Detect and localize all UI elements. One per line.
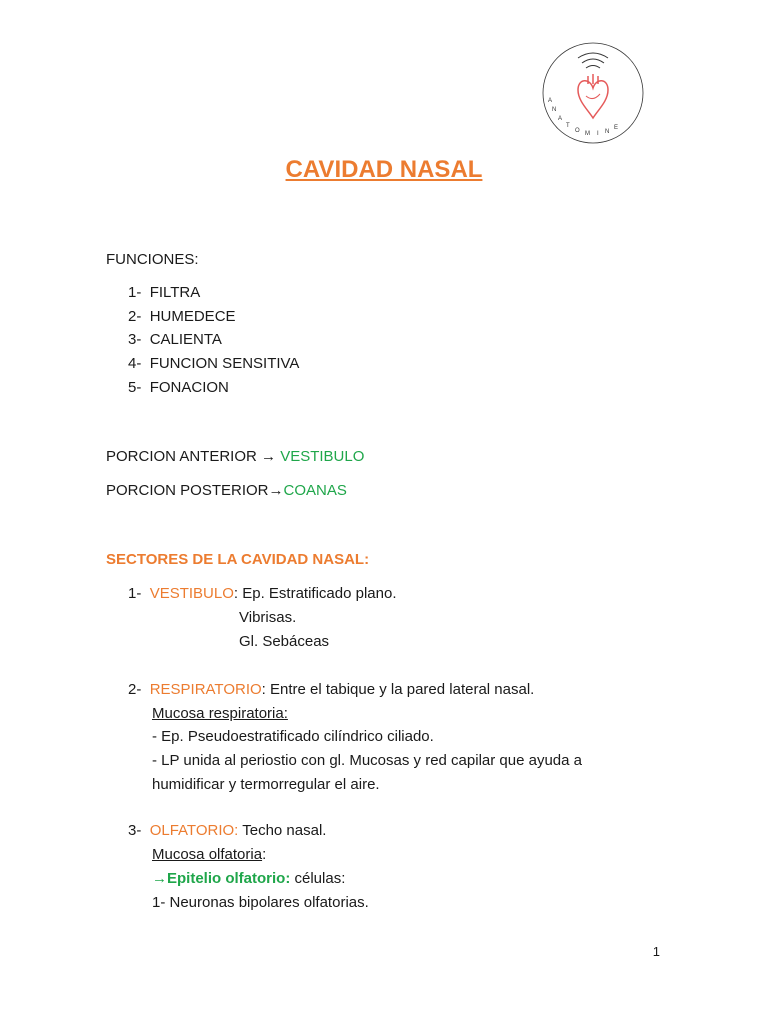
svg-text:N: N xyxy=(552,107,557,113)
svg-text:N: N xyxy=(605,129,610,135)
svg-text:M: M xyxy=(585,131,590,137)
svg-text:T: T xyxy=(566,123,570,129)
list-number: 1- xyxy=(128,284,142,301)
svg-text:A: A xyxy=(548,98,553,104)
list-item xyxy=(128,354,299,374)
list-text: FUNCION SENSITIVA xyxy=(149,355,300,372)
porcion-posterior-label: PORCION POSTERIOR xyxy=(106,482,269,499)
mucosa-respiratoria-heading: Mucosa respiratoria: xyxy=(152,705,288,722)
svg-text:I: I xyxy=(597,131,599,137)
respiratoria-line: - Ep. Pseudoestratificado cilíndrico ciliado. xyxy=(152,728,434,745)
sector-name: RESPIRATORIO xyxy=(149,681,262,698)
heart-logo-icon xyxy=(540,38,646,148)
list-item xyxy=(128,307,236,327)
porcion-posterior xyxy=(106,481,347,501)
porcion-posterior-value: COANAS xyxy=(283,482,347,499)
olfatoria-line: 1- Neuronas bipolares olfatorias. xyxy=(152,894,369,911)
page-number: 1 xyxy=(652,944,660,959)
epitelio-olfatorio xyxy=(152,869,345,889)
sector-desc: Techo nasal. xyxy=(238,822,327,839)
page-title: CAVIDAD NASAL xyxy=(285,156,483,183)
sector-olfatorio xyxy=(128,821,326,841)
list-text: FONACION xyxy=(149,379,229,396)
sector-vestibulo xyxy=(128,584,396,604)
sector-respiratorio xyxy=(128,680,534,700)
logo xyxy=(540,38,646,148)
respiratoria-line: humidificar y termorregular el aire. xyxy=(152,776,380,793)
respiratoria-line: - LP unida al periostio con gl. Mucosas y red capilar que ayuda a xyxy=(152,752,582,769)
list-item xyxy=(128,378,229,398)
svg-text:A: A xyxy=(558,116,563,122)
sector-vestibulo-sub: Gl. Sebáceas xyxy=(239,633,330,650)
svg-text:O: O xyxy=(575,128,580,134)
list-number: 4- xyxy=(128,355,142,372)
list-number: 2- xyxy=(128,681,142,698)
list-item xyxy=(128,330,222,350)
list-number: 3- xyxy=(128,331,142,348)
epitelio-rest: células: xyxy=(290,870,346,887)
sector-vestibulo-sub: Vibrisas. xyxy=(239,609,297,626)
list-number: 3- xyxy=(128,822,142,839)
funciones-heading: FUNCIONES: xyxy=(106,251,199,268)
porcion-anterior xyxy=(106,447,364,467)
list-number: 1- xyxy=(128,585,142,602)
epitelio-label: Epitelio olfatorio: xyxy=(167,870,291,887)
list-number: 2- xyxy=(128,308,142,325)
sectores-heading: SECTORES DE LA CAVIDAD NASAL: xyxy=(106,551,370,568)
porcion-anterior-label: PORCION ANTERIOR → xyxy=(106,448,281,465)
sector-desc: : Ep. Estratificado plano. xyxy=(233,585,397,602)
list-number: 5- xyxy=(128,379,142,396)
arrow-right-icon: → xyxy=(268,482,284,499)
list-item xyxy=(128,283,200,303)
list-text: HUMEDECE xyxy=(149,308,236,325)
sector-name: OLFATORIO: xyxy=(149,822,239,839)
sector-name: VESTIBULO xyxy=(149,585,234,602)
list-text: FILTRA xyxy=(149,284,201,301)
list-text: CALIENTA xyxy=(149,331,222,348)
sector-desc: : Entre el tabique y la pared lateral nasal. xyxy=(261,681,535,698)
mucosa-olfatoria-label: Mucosa olfatoria xyxy=(152,846,263,863)
colon: : xyxy=(262,846,267,863)
svg-text:E: E xyxy=(614,125,619,131)
mucosa-olfatoria-heading xyxy=(152,845,266,865)
porcion-anterior-value: VESTIBULO xyxy=(280,448,365,465)
arrow-right-icon: → xyxy=(152,870,167,887)
